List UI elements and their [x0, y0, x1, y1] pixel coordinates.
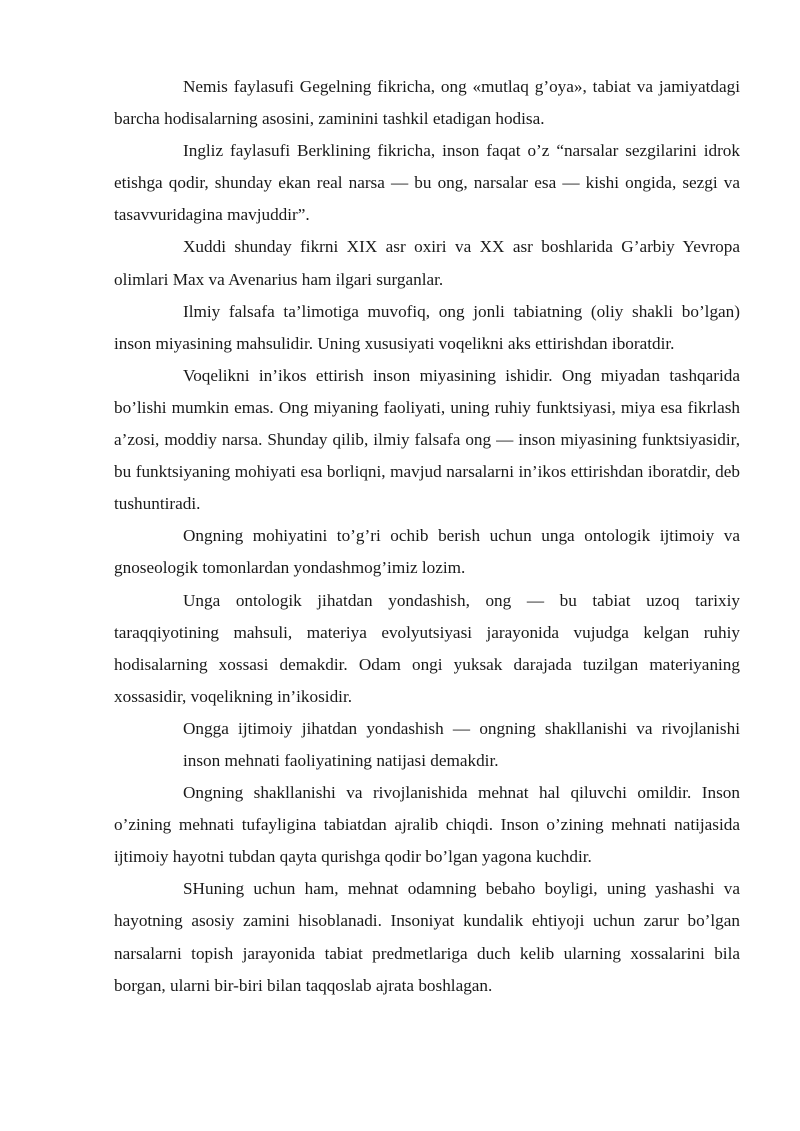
document-page	[114, 71, 740, 1002]
paragraph-shuning-uchun: SHuning uchun ham, mehnat odamning bebaho boyligi, uning yashashi va hayotning asosiy zamini hisoblanadi. Insoniyat kundalik ehtiyoji uchun zarur bo’lgan narsalarni topish jarayonida tabiat predmetlariga duch kelib ularning xossalarini bila borgan, ularni bir-biri bilan taqqoslab ajrata boshlagan.	[114, 879, 740, 995]
paragraph-gegel: Nemis faylasufi Gegelning fikricha, ong «mutlaq g’oya», tabiat va jamiyatdagi barcha hodisalarning asosini, zaminini tashkil etadigan hodisa.	[114, 77, 740, 129]
paragraph-ontologik: Unga ontologik jihatdan yondashish, ong — bu tabiat uzoq tarixiy taraqqiyotining mahsuli, materiya evolyutsiyasi jarayonida vujudga kelgan ruhiy hodisalarning xossasi demakdir. Odam ongi yuksak darajada tuzilgan materiyaning xossasidir, voqelikning in’ikosidir.	[114, 590, 740, 706]
paragraph-mehnat: Ongning shakllanishi va rivojlanishida mehnat hal qiluvchi omildir. Inson o’zining mehnati tufayligina tabiatdan ajralib chiqdi. Inson o’zining mehnati natijasida ijtimoiy hayotni tubdan qayta qurishga qodir bo’lgan yagona kuchdir.	[114, 783, 740, 867]
paragraph-voqelik: Voqelikni in’ikos ettirish inson miyasining ishidir. Ong miyadan tashqarida bo’lishi mumkin emas. Ong miyaning faoliyati, uning ruhiy funktsiyasi, miya esa fikrlash a’zosi, moddiy narsa. Shunday qilib, ilmiy falsafa ong — inson miyasining funktsiyasidir, bu funktsiyaning mohiyati esa borliqni, mavjud narsalarni in’ikos ettirishdan iboratdir, deb tushuntiradi.	[114, 365, 740, 514]
paragraph-max-avenarius: Xuddi shunday fikrni XIX asr oxiri va XX asr boshlarida G’arbiy Yevropa olimlari Max va Avenarius ham ilgari surganlar.	[114, 237, 740, 289]
paragraph-mohiyat: Ongning mohiyatini to’g’ri ochib berish uchun unga ontologik ijtimoiy va gnoseologik tomonlardan yondashmog’imiz lozim.	[114, 526, 740, 578]
paragraph-berkli: Ingliz faylasufi Berklining fikricha, inson faqat o’z “narsalar sezgilarini idrok etishga qodir, shunday ekan real narsa — bu ong, narsalar esa — kishi ongida, sezgi va tasavvuridagina mavjuddir”.	[114, 141, 740, 225]
paragraph-ijtimoiy: Ongga ijtimoiy jihatdan yondashish — ongning shakllanishi va rivojlanishi inson mehnati faoliyatining natijasi demakdir.	[183, 718, 740, 770]
paragraph-ilmiy-falsafa: Ilmiy falsafa ta’limotiga muvofiq, ong jonli tabiatning (oliy shakli bo’lgan) inson miyasining mahsulidir. Uning xususiyati voqelikni aks ettirishdan iboratdir.	[114, 301, 740, 353]
